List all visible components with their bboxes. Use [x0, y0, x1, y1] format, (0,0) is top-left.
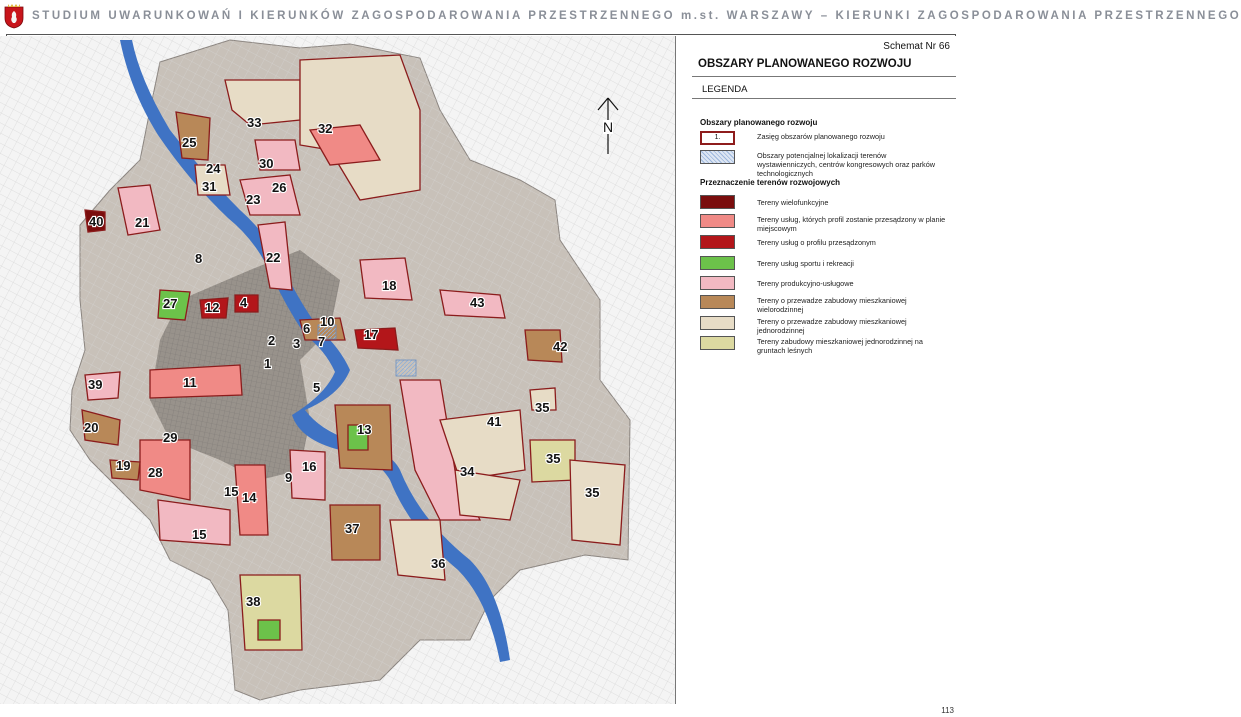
- color-swatch: [700, 276, 735, 290]
- area-label-27: 27: [163, 296, 178, 311]
- legend-label: Tereny usług, których profil zostanie przesądzony w planie miejscowym: [757, 215, 946, 233]
- area-label-25: 25: [182, 135, 197, 150]
- divider: [692, 98, 956, 99]
- legend-label: Tereny usług sportu i rekreacji: [757, 259, 854, 268]
- schemat-number: Schemat Nr 66: [883, 41, 950, 52]
- area-label-13: 13: [357, 422, 372, 437]
- area-label-34: 34: [460, 464, 475, 479]
- legend-item: [700, 256, 950, 272]
- legend-heading: LEGENDA: [702, 84, 748, 95]
- area-label-8: 8: [195, 251, 203, 266]
- area-label-12: 12: [205, 300, 220, 315]
- area-label-28: 28: [148, 465, 163, 480]
- color-swatch: [700, 195, 735, 209]
- legend-label: Tereny usług o profilu przesądzonym: [757, 238, 876, 247]
- area-label-15a: 15: [224, 484, 239, 499]
- legend-label: Obszary potencjalnej lokalizacji terenów wystawienniczych, centrów kongresowych oraz parków technologicznych: [757, 151, 936, 178]
- legend-label: Zasięg obszarów planowanego rozwoju: [757, 132, 885, 141]
- legend-panel: [675, 36, 956, 704]
- area-label-6: 6: [303, 321, 311, 336]
- legend-item: [700, 235, 950, 251]
- area-label-15b: 15: [192, 527, 207, 542]
- area-label-32: 32: [318, 121, 333, 136]
- area-label-36: 36: [431, 556, 446, 571]
- area-label-35c: 35: [585, 485, 600, 500]
- area-label-1: 1: [264, 356, 272, 371]
- area-label-14: 14: [242, 490, 257, 505]
- area-label-29: 29: [163, 430, 178, 445]
- area-label-38: 38: [246, 594, 261, 609]
- document-title: STUDIUM UWARUNKOWAŃ I KIERUNKÓW ZAGOSPODAROWANIA PRZESTRZENNEGO m.st. WARSZAWY – KIERUNKI ZAGOSPODAROWANIA PRZESTRZENNEGO: [32, 10, 1241, 22]
- area-label-31: 31: [202, 179, 217, 194]
- color-swatch: [700, 316, 735, 330]
- legend-item: [700, 214, 950, 233]
- page-number: 113: [941, 706, 954, 715]
- warsaw-development-map: [0, 36, 680, 704]
- area-label-5: 5: [313, 380, 321, 395]
- area-label-22: 22: [266, 250, 281, 265]
- area-label-24: 24: [206, 161, 221, 176]
- divider: [692, 76, 956, 77]
- area-label-7: 7: [318, 334, 326, 349]
- area-label-33: 33: [247, 115, 262, 130]
- area-label-41: 41: [487, 414, 502, 429]
- area-label-19: 19: [116, 458, 131, 473]
- color-swatch: [700, 336, 735, 350]
- page-header: [0, 0, 1241, 34]
- area-label-16: 16: [302, 459, 317, 474]
- area-label-3: 3: [293, 336, 301, 351]
- north-label: N: [603, 119, 614, 135]
- legend-label: Tereny wielofunkcyjne: [757, 198, 829, 207]
- area-label-43: 43: [470, 295, 485, 310]
- legend-item: [700, 195, 950, 211]
- panel-title: OBSZARY PLANOWANEGO ROZWOJU: [698, 58, 912, 70]
- area-label-18: 18: [382, 278, 397, 293]
- hatch-swatch: [700, 150, 735, 164]
- legend-item: [700, 276, 950, 292]
- area-label-42: 42: [553, 339, 568, 354]
- area-label-10: 10: [320, 314, 335, 329]
- legend-item: [700, 295, 950, 314]
- legend-label: Tereny o przewadze zabudowy mieszkaniowej jednorodzinnej: [757, 317, 907, 335]
- area-label-35a: 35: [535, 400, 550, 415]
- warsaw-crest-icon: [4, 3, 24, 29]
- area-label-2: 2: [268, 333, 276, 348]
- area-label-35b: 35: [546, 451, 561, 466]
- area-label-30: 30: [259, 156, 274, 171]
- legend-item-boundary: [700, 131, 950, 147]
- legend-label: Tereny zabudowy mieszkaniowej jednorodzinnej na gruntach leśnych: [757, 337, 923, 355]
- area-label-20: 20: [84, 420, 99, 435]
- area-label-11: 11: [183, 375, 197, 390]
- area-label-9: 9: [285, 470, 293, 485]
- legend-label: Tereny produkcyjno-usługowe: [757, 279, 854, 288]
- area-label-39: 39: [88, 377, 103, 392]
- legend-item: [700, 316, 950, 335]
- legend-item-exhibition: [700, 150, 950, 180]
- area-label-37: 37: [345, 521, 360, 536]
- legend-section-title: Obszary planowanego rozwoju: [700, 118, 818, 127]
- area-label-26: 26: [272, 180, 287, 195]
- north-arrow: [596, 96, 620, 156]
- color-swatch: [700, 235, 735, 249]
- color-swatch: [700, 256, 735, 270]
- area-label-17: 17: [364, 327, 379, 342]
- area-label-21: 21: [135, 215, 150, 230]
- color-swatch: [700, 214, 735, 228]
- legend-section-title: Przeznaczenie terenów rozwojowych: [700, 178, 841, 187]
- legend-item: [700, 336, 950, 355]
- area-label-4: 4: [240, 295, 248, 310]
- color-swatch: [700, 295, 735, 309]
- boundary-swatch: 1.: [700, 131, 735, 145]
- area-label-40: 40: [89, 214, 104, 229]
- area-label-23: 23: [246, 192, 261, 207]
- legend-label: Tereny o przewadze zabudowy mieszkaniowej wielorodzinnej: [757, 296, 907, 314]
